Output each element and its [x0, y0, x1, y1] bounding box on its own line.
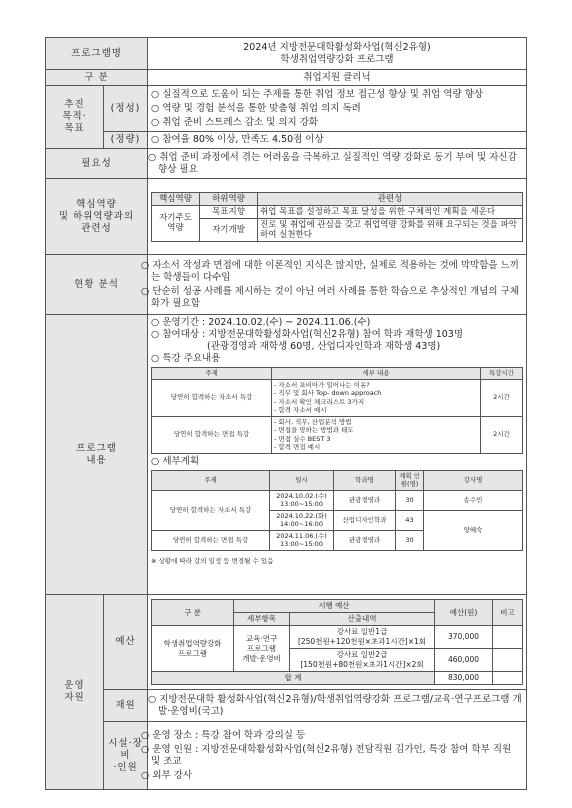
fund-label: 재원 — [104, 690, 148, 722]
plan-dept: 관광경영과 — [334, 530, 396, 550]
competency-relation: 진로 및 취업에 관심을 갖고 취업역량 강화를 위해 요구되는 것을 파악하여 실천한다 — [258, 218, 523, 241]
budget-program-line2: 프로그램 — [178, 648, 207, 658]
plan-date-day: 2024.10.22.(화) — [276, 511, 327, 520]
budget-item-line2: 프로그램 — [247, 643, 276, 653]
plan-header-dept: 학과명 — [334, 470, 396, 490]
competency-row-1 — [152, 205, 523, 218]
competency-relation: 취업 목표를 설정하고 목표 달성을 위한 구체적인 계획을 세운다 — [258, 205, 523, 218]
lecture-detail: - 합격 면접 예시 — [274, 443, 321, 451]
lecture-detail: - 회사, 직무, 산업분석 방법 — [274, 417, 352, 426]
budget-amount: 370,000 — [435, 626, 493, 649]
status-label: 현황 분석 — [46, 255, 148, 315]
lecture-detail: - 면접 실수 BEST 3 — [274, 434, 331, 443]
plan-header-count: 계획 인원(명) — [396, 470, 424, 490]
plan-count: 30 — [396, 530, 424, 550]
competency-label — [46, 179, 148, 255]
core-competency-line1: 자기주도 — [159, 213, 192, 223]
goal-qualitative-list — [148, 86, 527, 132]
fund-text: ○ 지방전문대학 활성화사업(혁신2유형)/학생취업역량강화 프로그램/교육·연구프로그램 개발·운영비(국고) — [148, 690, 527, 722]
program-content-cell — [148, 315, 527, 595]
goal-qual-item: ○ 취업 준비 스트레스 감소 및 의지 강화 — [151, 116, 319, 128]
operation-label-line1: 운영 — [64, 680, 85, 691]
lecture-details — [272, 416, 481, 453]
goal-label-line1: 추진 — [64, 99, 85, 110]
budget-cell — [148, 595, 527, 690]
operation-label-line2: 자원 — [64, 692, 85, 703]
division-value: 취업지원 클리닉 — [148, 70, 527, 86]
facility-item: ○ 외부 강사 — [141, 769, 193, 781]
lecture-header-time: 특강시간 — [481, 368, 523, 380]
budget-program-line1: 학생취업역량강화 — [163, 638, 222, 648]
plan-header-lecturer: 강사명 — [424, 470, 523, 490]
budget-total-note — [493, 672, 523, 685]
sub-competency: 목표지향 — [200, 205, 258, 218]
operation-label — [46, 595, 104, 790]
sub-competency: 자기개발 — [200, 218, 258, 241]
program-target: ○ 참여대상 : 지방전문대학활성화사업(혁신2유형) 참여 학과 재학생 103명 — [151, 329, 464, 340]
lecture-topic: 당연히 합격하는 면접 특강 — [152, 416, 272, 453]
lecture-header-details: 세부 내용 — [272, 368, 481, 380]
budget-detail — [290, 649, 435, 672]
competency-label-line2: 및 하위역량과의 — [58, 210, 135, 222]
budget-item — [234, 626, 290, 672]
program-plan-table — [45, 37, 527, 790]
competency-header-relation: 관련성 — [258, 192, 523, 205]
plan-topic: 당연히 합격하는 면접 특강 — [152, 530, 270, 550]
lecture-detail: - 자소서 확인 체크리스트 3가지 — [274, 397, 365, 406]
budget-item-line1: 교육·연구 — [245, 633, 278, 643]
budget-program — [152, 626, 234, 672]
lecture-detail: - 직무 및 회사 Top- down approach — [274, 389, 382, 397]
schedule-note: ※ 상황에 따라 강의 일정 등 변경될 수 있음 — [151, 556, 274, 565]
budget-header-plan: 시행 예산 — [234, 600, 435, 613]
facility-item: ○ 운영 인원 : 지방전문대학활성화사업(혁신2유형) 전담직원 김가인, 특강 참여 학부 직원 및 조교 — [141, 743, 512, 767]
goal-quantitative-row — [46, 132, 527, 149]
program-content-row — [46, 315, 527, 595]
plan-date-day: 2024.10.02.(수) — [276, 491, 327, 500]
competency-label-line3: 관련성 — [81, 222, 112, 234]
budget-total-label: 합 계 — [152, 672, 435, 685]
goal-quantitative-label: (정량) — [104, 132, 148, 149]
core-competency — [152, 205, 200, 241]
budget-table — [151, 599, 523, 685]
goal-qualitative-label: (정성) — [104, 86, 148, 132]
budget-detail-line1: 강사료 일반1급 — [336, 627, 388, 636]
program-content-label — [46, 315, 148, 595]
program-name-label: 프로그램명 — [46, 38, 148, 70]
status-row — [46, 255, 527, 315]
facility-row — [46, 722, 527, 790]
status-list — [141, 255, 527, 315]
goal-qual-item: ○ 실질적으로 도움이 되는 주제를 통한 취업 정보 접근성 향상 및 취업 역량 향상 — [151, 88, 484, 100]
plan-dept: 관광경영과 — [334, 490, 396, 510]
lecture-details — [272, 379, 481, 416]
budget-detail — [290, 626, 435, 649]
plan-header-date: 일시 — [270, 470, 334, 490]
plan-section-title: ○ 세부계획 — [151, 455, 200, 467]
lecture-detail: - 자소서 포비아가 일어나는 이유? — [274, 380, 370, 389]
necessity-text: ○ 취업 준비 과정에서 겪는 어려움을 극복하고 실질적인 역량 강화로 동기 부여 및 자신감 향상 필요 — [148, 149, 527, 179]
plan-row — [152, 490, 523, 510]
goal-qualitative-row — [46, 86, 527, 132]
goal-label-line2: 목적· — [62, 111, 87, 122]
goal-label-line3: 목표 — [64, 123, 85, 134]
plan-date-time: 14:00~16:00 — [280, 520, 323, 528]
program-target-detail: (관광경영과 재학생 60명, 산업디자인학과 재학생 43명) — [207, 341, 441, 352]
program-content-label-line2: 내용 — [86, 454, 107, 466]
budget-total-row — [152, 672, 523, 685]
budget-note — [493, 626, 523, 649]
program-name-value — [148, 38, 527, 70]
lecture-detail: - 면접을 망하는 방법과 태도 — [274, 426, 354, 434]
program-period: ○ 운영기간 : 2024.10.02.(수) ~ 2024.11.06.(수) — [151, 317, 371, 328]
budget-label: 예산 — [104, 595, 148, 690]
budget-detail-line1: 강사료 일반2급 — [336, 650, 388, 659]
plan-date — [270, 490, 334, 510]
goal-quantitative-value: ○ 참여율 80% 이상, 만족도 4.50점 이상 — [148, 132, 527, 149]
program-content-label-line1: 프로그램 — [76, 442, 117, 454]
lecture-row — [152, 416, 523, 453]
plan-table — [151, 470, 523, 551]
necessity-label: 필요성 — [46, 149, 148, 179]
status-item: ○ 자소서 작성과 면접에 대한 이론적인 지식은 많지만, 실제로 적용하는 것에 막막함을 느끼는 학생들이 다수임 — [141, 259, 519, 283]
lecture-time: 2시간 — [481, 416, 523, 453]
budget-note — [493, 649, 523, 672]
competency-header-core: 핵심역량 — [152, 192, 200, 205]
lecture-header-topic: 주제 — [152, 368, 272, 380]
core-competency-line2: 역량 — [167, 223, 184, 233]
plan-count: 43 — [396, 510, 424, 530]
division-row — [46, 70, 527, 86]
program-title-line1: 2024년 지방전문대학활성화사업(혁신2유형) — [243, 41, 431, 53]
status-item: ○ 단순히 성공 사례를 제시하는 것이 아닌 여러 사례를 통한 학습으로 추상적인 개념의 구체화가 필요함 — [141, 285, 519, 309]
program-plan-document — [45, 37, 527, 790]
budget-item-row — [152, 626, 523, 649]
plan-date — [270, 530, 334, 550]
competency-cell — [148, 179, 527, 255]
plan-header-topic: 주제 — [152, 470, 270, 490]
plan-date-time: 13:00~15:00 — [280, 500, 323, 508]
budget-total: 830,000 — [435, 672, 493, 685]
goal-qual-item: ○ 역량 및 경험 분석을 통한 맞춤형 취업 의지 독려 — [151, 102, 361, 114]
plan-date-time: 13:00~15:00 — [280, 540, 323, 548]
goal-label — [46, 86, 104, 149]
competency-row-2 — [152, 218, 523, 241]
competency-header-sub: 하위역량 — [200, 192, 258, 205]
plan-topic: 당연히 합격하는 자소서 특강 — [152, 490, 270, 530]
program-title-line2: 학생취업역량강화 프로그램 — [280, 53, 394, 65]
facility-label-line1: 시설·장비 — [108, 737, 143, 761]
budget-row — [46, 595, 527, 690]
plan-lecturer: 송수민 — [424, 490, 523, 510]
lecture-table — [151, 367, 523, 454]
budget-amount: 460,000 — [435, 649, 493, 672]
budget-header-amount: 예산(원) — [435, 600, 493, 626]
lecture-time: 2시간 — [481, 379, 523, 416]
program-name-row — [46, 38, 527, 70]
budget-item-line3: 개발·운영비 — [242, 653, 281, 663]
budget-header-detail: 산출내역 — [290, 613, 435, 626]
division-label: 구 분 — [46, 70, 148, 86]
plan-lecturer: 양혜숙 — [424, 510, 523, 550]
lecture-detail: - 합격 자소서 예시 — [274, 406, 327, 414]
plan-dept: 산업디자인학과 — [334, 510, 396, 530]
budget-header-division: 구 분 — [152, 600, 234, 626]
fund-row — [46, 690, 527, 722]
competency-row — [46, 179, 527, 255]
budget-detail-line2: [250천원+120천원×초과1시간]×1회 — [297, 637, 427, 646]
plan-count: 30 — [396, 490, 424, 510]
lecture-topic: 당연히 합격하는 자소서 특강 — [152, 379, 272, 416]
budget-header-item: 세부항목 — [234, 613, 290, 626]
budget-header-note: 비고 — [493, 600, 523, 626]
competency-table — [151, 192, 523, 242]
necessity-row — [46, 149, 527, 179]
competency-label-line1: 핵심역량 — [76, 198, 117, 210]
lecture-section-title: ○ 특강 주요내용 — [151, 353, 221, 364]
facility-item: ○ 운영 장소 : 특강 참여 학과 강의실 등 — [141, 729, 306, 741]
lecture-row — [152, 379, 523, 416]
facility-label-line2: ·인원 — [113, 761, 138, 773]
budget-detail-line2: [150천원+80천원×초과1시간]×2회 — [300, 660, 424, 669]
plan-date-day: 2024.11.06.(수) — [276, 531, 327, 540]
facility-list — [141, 722, 527, 790]
plan-date — [270, 510, 334, 530]
